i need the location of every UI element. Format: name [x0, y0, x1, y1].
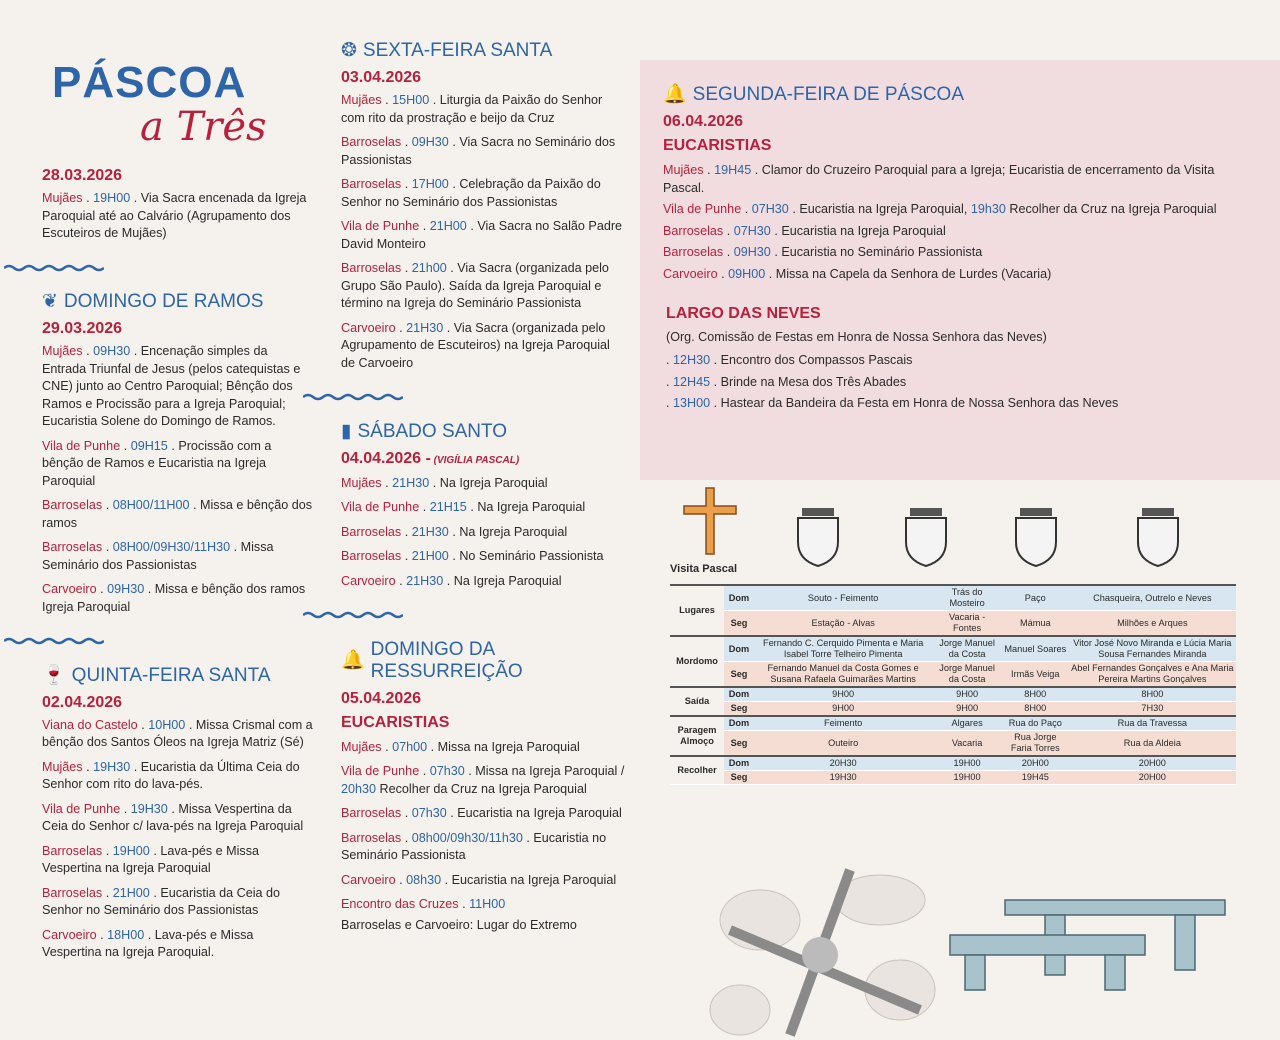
table-cell: Jorge Manuel da Costa	[932, 662, 1002, 688]
entry-time: 07h00	[392, 739, 428, 754]
entry-place: Barroselas	[341, 135, 402, 149]
entry-time: 09H30	[733, 245, 771, 259]
schedule-entry: Barroselas . 21H30 . Na Igreja Paroquial	[341, 524, 568, 539]
entry-place: Mujães	[341, 93, 382, 107]
section-date: 03.04.2026	[341, 69, 422, 86]
entry-text: Encenação simples da Entrada Triunfal de Jesus (pelos catequistas e CNE) junto ao Centro Paroquial; Bênção dos Ramos e Procissão para a Igreja Paroquial; Eucaristia Solene do Domingo de Ramos.	[42, 344, 301, 428]
section-date: 28.03.2026	[42, 167, 123, 184]
entry-place: Barroselas	[42, 540, 103, 554]
row-label: Recolher	[670, 756, 724, 785]
table-cell: 8H00	[1002, 687, 1069, 702]
entry-text: Na Igreja Paroquial	[459, 524, 568, 539]
entry-text: Eucaristia na Igreja Paroquial	[451, 872, 617, 887]
logo-subtitle: a Três	[140, 104, 267, 150]
day-label: Seg	[724, 662, 754, 688]
entry-text: Eucaristia da Ceia do Senhor no Seminário dos Passionistas	[42, 885, 281, 917]
column-right	[663, 84, 1253, 417]
entry-text: Hastear da Bandeira da Festa em Honra de Nossa Senhora das Neves	[720, 396, 1119, 410]
table-row	[670, 585, 1236, 611]
entry-place: Carvoeiro	[341, 872, 396, 887]
wave-divider	[303, 393, 403, 401]
parish-crest-icon	[1008, 506, 1064, 570]
entry-text: Via Sacra (organizada pelo Grupo São Paulo). Saída da Igreja Paroquial e término na Igreja do Seminário Passionista	[341, 261, 609, 310]
entry-place: Barroselas	[341, 261, 402, 275]
entry-text: Recolher da Cruz na Igreja Paroquial	[1009, 202, 1217, 216]
entry-place: Carvoeiro	[42, 927, 97, 942]
day-label: Seg	[724, 702, 754, 717]
entry-place: Mujães	[42, 191, 83, 205]
schedule-entry: Barroselas . 21H00 . No Seminário Passionista	[341, 549, 604, 563]
section-title-text: QUINTA-FEIRA SANTA	[71, 664, 271, 686]
entry-time: 19H30	[130, 801, 168, 816]
table-cell: Mámua	[1002, 611, 1069, 637]
schedule-entry: Mujães . 19H00 . Via Sacra encenada da Igreja Paroquial até ao Calvário (Agrupamento dos Escuteiros de Mujães)	[42, 191, 307, 240]
table-cell: 9H00	[754, 702, 932, 717]
section-title-text: DOMINGO DE RAMOS	[63, 291, 264, 312]
schedule-entry: Carvoeiro . 09H30 . Missa e bênção dos ramos Igreja Paroquial	[42, 582, 306, 614]
entry-place: Mujães	[42, 759, 83, 774]
entry-time: 12H45	[673, 374, 711, 389]
table-cell: Manuel Soares	[1002, 636, 1069, 662]
section-subtitle: EUCARISTIAS	[663, 137, 772, 154]
parish-crest-icon	[898, 506, 954, 570]
wave-divider	[303, 611, 403, 619]
entry-time: 21H15	[429, 500, 467, 514]
day-label: Dom	[724, 756, 754, 771]
section-title	[341, 40, 627, 62]
section-title	[42, 665, 314, 687]
schedule-entry: Vila de Punhe . 19H30 . Missa Vespertina da Ceia do Senhor c/ lava-pés na Igreja Paroquial	[42, 801, 304, 833]
schedule-entry: Mujães . 19H30 . Eucaristia da Última Ceia do Senhor com rito do lava-pés.	[42, 759, 300, 791]
schedule-entry: Barroselas . 17H00 . Celebração da Paixão do Senhor no Seminário dos Passionistas	[341, 177, 601, 209]
entry-time: 21H30	[406, 320, 444, 335]
visita-pascal-label: Visita Pascal	[670, 563, 738, 575]
entry-text: Liturgia da Paixão do Senhor com rito da prostração e beijo da Cruz	[341, 93, 603, 125]
entry-place: Vila de Punhe	[663, 202, 742, 216]
table-cell: Algares	[932, 716, 1002, 731]
entry-text: Na Igreja Paroquial	[453, 573, 562, 588]
schedule-entry: Mujães . 19H45 . Clamor do Cruzeiro Paroquial para a Igreja; Eucaristia de encerramento da Visita Pascal.	[663, 163, 1215, 195]
table-row	[670, 771, 1236, 785]
entry-text: Eucaristia na Igreja Paroquial	[781, 223, 946, 238]
entry-time: 11H00	[469, 897, 506, 911]
table-cell: Trás do Mosteiro	[932, 585, 1002, 611]
entry-time: 20h30	[341, 781, 377, 796]
schedule-entry: Barroselas . 07H30 . Eucaristia na Igreja Paroquial	[663, 223, 946, 238]
entry-place: Viana do Castelo	[42, 717, 138, 732]
table-cell: 19H00	[932, 756, 1002, 771]
entry-text: Missa na Igreja Paroquial /	[475, 764, 625, 778]
entry-time: 18H00	[107, 927, 145, 942]
table-cell: Rua da Travessa	[1069, 716, 1236, 731]
row-label: Mordomo	[670, 636, 724, 687]
table-cell: Vacaria - Fontes	[932, 611, 1002, 637]
bell-icon: 🔔	[663, 84, 687, 105]
table-row	[670, 687, 1236, 702]
table-cell: Feimento	[754, 716, 932, 731]
entry-place: Mujães	[663, 163, 704, 177]
table-cell: 20H30	[754, 756, 932, 771]
table-cell: Rua da Aldeia	[1069, 731, 1236, 757]
entry-place: Barroselas	[341, 524, 402, 539]
table-cell: 8H00	[1069, 687, 1236, 702]
entry-text: Eucaristia na Igreja Paroquial,	[799, 202, 968, 216]
entry-text: No Seminário Passionista	[459, 549, 604, 563]
table-cell: Chasqueira, Outrelo e Neves	[1069, 585, 1236, 611]
table-cell: Milhões e Arques	[1069, 611, 1236, 637]
row-label: Paragem Almoço	[670, 716, 724, 756]
table-cell: Vitor José Novo Miranda e Lúcia Maria Sousa Fernandes Miranda	[1069, 636, 1236, 662]
schedule-entry: Carvoeiro . 21H30 . Na Igreja Paroquial	[341, 573, 562, 588]
entry-text: Na Igreja Paroquial	[477, 500, 586, 514]
entry-text: Eucaristia da Última Ceia do Senhor com rito do lava-pés.	[42, 759, 300, 791]
crown-of-thorns-icon: ❂	[341, 40, 357, 61]
entry-time: 07H30	[751, 202, 789, 216]
entry-time: 08h00/09h30/11h30	[411, 830, 523, 845]
entry-place: Barroselas	[42, 498, 103, 512]
schedule-entry: . 12H45 . Brinde na Mesa dos Três Abades	[666, 374, 907, 389]
table-cell: Vacaria	[932, 731, 1002, 757]
entry-place: Barroselas	[663, 223, 724, 238]
row-label: Saída	[670, 687, 724, 716]
entry-time: 07h30	[429, 764, 465, 778]
entry-text: Lava-pés e Missa Vespertina na Igreja Paroquial.	[42, 927, 254, 959]
entry-text: Via Sacra encenada da Igreja Paroquial até ao Calvário (Agrupamento dos Escuteiros de Mujães)	[42, 191, 307, 240]
logo-title: PÁSCOA	[52, 58, 247, 107]
entry-time: 09H15	[130, 438, 168, 453]
entry-text: Recolher da Cruz na Igreja Paroquial	[379, 781, 587, 796]
entry-time: 13H00	[673, 396, 711, 410]
schedule-entry: Barroselas . 07h30 . Eucaristia na Igreja Paroquial	[341, 806, 622, 820]
stone-table-illustration	[945, 890, 1235, 1000]
table-row	[670, 756, 1236, 771]
entry-time: 15H00	[392, 93, 430, 107]
table-cell: Souto - Feimento	[754, 585, 932, 611]
schedule-entry: Mujães . 07h00 . Missa na Igreja Paroquial	[341, 739, 580, 754]
entry-text: Na Igreja Paroquial	[439, 475, 548, 490]
entry-place: Carvoeiro	[341, 573, 396, 588]
entry-text: Lava-pés e Missa Vespertina na Igreja Paroquial	[42, 843, 260, 875]
table-cell: Jorge Manuel da Costa	[932, 636, 1002, 662]
entry-place: Carvoeiro	[42, 582, 97, 596]
day-label: Seg	[724, 731, 754, 757]
entry-time: 09H30	[411, 135, 449, 149]
schedule-entry: Vila de Punhe . 21H15 . Na Igreja Paroquial	[341, 500, 586, 514]
entry-text: Missa Crismal com a bênção dos Santos Óleos na Igreja Matriz (Sé)	[42, 717, 313, 749]
day-label: Dom	[724, 636, 754, 662]
table-row	[670, 611, 1236, 637]
table-row	[670, 662, 1236, 688]
entry-place: Carvoeiro	[341, 320, 396, 335]
schedule-entry: Barroselas . 08H00/09H30/11H30 . Missa Seminário dos Passionistas	[42, 540, 274, 572]
wave-divider	[4, 264, 104, 272]
entry-text: Via Sacra no Salão Padre David Monteiro	[341, 219, 623, 251]
chalice-icon: 🍷	[42, 664, 66, 686]
flower-cross-illustration	[700, 860, 940, 1040]
candle-icon: ▮	[341, 420, 352, 442]
largo-org: (Org. Comissão de Festas em Honra de Nossa Senhora das Neves)	[666, 329, 1047, 344]
entry-text: Missa na Capela da Senhora de Lurdes (Vacaria)	[775, 266, 1052, 281]
entry-place: Barroselas	[42, 885, 103, 900]
entry-text: Missa na Igreja Paroquial	[437, 739, 580, 754]
schedule-entry: Vila de Punhe . 09H15 . Procissão com a bênção de Ramos e Eucaristia na Igreja Paroquial	[42, 438, 272, 488]
entry-time: 19H45	[714, 163, 752, 177]
section-title	[42, 291, 314, 313]
table-cell: 9H00	[932, 702, 1002, 717]
entry-time: 21H00	[429, 219, 467, 233]
schedule-entry: Vila de Punhe . 21H00 . Via Sacra no Salão Padre David Monteiro	[341, 219, 623, 251]
section-date: 02.04.2026	[42, 693, 123, 711]
schedule-entry: Barroselas . 09H30 . Eucaristia no Seminário Passionista	[663, 245, 983, 259]
entry-time: 21h00	[411, 261, 447, 275]
schedule-entry: Carvoeiro . 21H30 . Via Sacra (organizada pelo Agrupamento de Escuteiros) na Igreja Paroquial de Carvoeiro	[341, 320, 610, 370]
table-cell: 8H00	[1002, 702, 1069, 717]
entry-time: 21H30	[411, 524, 449, 539]
section-date: 29.03.2026	[42, 320, 123, 337]
wave-divider	[4, 637, 104, 645]
table-row	[670, 731, 1236, 757]
section-note: (VIGÍLIA PASCAL)	[430, 454, 520, 466]
entry-time: 21H00	[411, 549, 449, 563]
section-date: 05.04.2026	[341, 689, 422, 707]
entry-place: Barroselas	[341, 177, 402, 191]
section-title-text: SEXTA-FEIRA SANTA	[362, 40, 553, 61]
table-cell: Fernando C. Cerquido Pimenta e Maria Isabel Torre Telheiro Pimenta	[754, 636, 932, 662]
row-label: Lugares	[670, 585, 724, 636]
table-cell: Outeiro	[754, 731, 932, 757]
table-row	[670, 702, 1236, 717]
entry-place: Mujães	[341, 739, 382, 754]
schedule-entry: Mujães . 09H30 . Encenação simples da Entrada Triunfal de Jesus (pelos catequistas e CNE) junto ao Centro Paroquial; Bênção dos Ramos e Procissão para a Igreja Paroquial; Eucaristia Solene do Domingo de Ramos.	[42, 344, 301, 428]
section-title	[341, 639, 627, 683]
entry-time: 09H00	[728, 266, 766, 281]
schedule-entry: Barroselas . 21H00 . Eucaristia da Ceia do Senhor no Seminário dos Passionistas	[42, 885, 281, 917]
table-cell: Estação - Alvas	[754, 611, 932, 637]
entry-place: Mujães	[42, 344, 83, 358]
visita-pascal-table	[670, 584, 1236, 785]
entry-place: Encontro das Cruzes	[341, 897, 459, 911]
day-label: Seg	[724, 611, 754, 637]
section-subtitle: EUCARISTIAS	[341, 713, 450, 731]
table-cell: Rua Jorge Faria Torres	[1002, 731, 1069, 757]
entry-place: Vila de Punhe	[341, 764, 420, 778]
entry-place: Barroselas	[341, 549, 402, 563]
bell-icon: 🔔	[341, 649, 365, 671]
parish-crest-icon	[790, 506, 846, 570]
entry-text: Eucaristia na Igreja Paroquial	[457, 806, 622, 820]
table-row	[670, 716, 1236, 731]
entry-text: Missa e bênção dos ramos	[42, 498, 313, 530]
day-label: Dom	[724, 585, 754, 611]
day-label: Dom	[724, 716, 754, 731]
entry-text: Celebração da Paixão do Senhor no Seminário dos Passionistas	[341, 177, 601, 209]
section-title	[663, 84, 1253, 106]
entry-place: Vila de Punhe	[42, 801, 121, 816]
table-cell: 9H00	[754, 687, 932, 702]
section-date: 06.04.2026	[663, 113, 744, 130]
schedule-entry: . 12H30 . Encontro dos Compassos Pascais	[666, 353, 913, 367]
table-cell: 20H00	[1002, 756, 1069, 771]
schedule-entry: Carvoeiro . 08h30 . Eucaristia na Igreja Paroquial	[341, 872, 617, 887]
section-title-text: SEGUNDA-FEIRA DE PÁSCOA	[692, 84, 965, 105]
table-cell: Rua do Paço	[1002, 716, 1069, 731]
entry-place: Barroselas	[663, 245, 724, 259]
day-label: Seg	[724, 771, 754, 785]
schedule-entry: Mujães . 15H00 . Liturgia da Paixão do Senhor com rito da prostração e beijo da Cruz	[341, 93, 603, 125]
entry-place: Carvoeiro	[663, 266, 718, 281]
entry-time: 19H00	[112, 843, 150, 858]
table-cell: Fernando Manuel da Costa Gomes e Susana Rafaela Guimarães Martins	[754, 662, 932, 688]
entry-time: 07h30	[411, 806, 447, 820]
entry-time: 07H30	[733, 223, 771, 238]
pascoa-logo	[52, 58, 292, 150]
entry-text: Via Sacra no Seminário dos Passionistas	[341, 135, 616, 167]
entry-place: Mujães	[341, 475, 382, 490]
day-label: Dom	[724, 687, 754, 702]
cross-icon	[680, 486, 740, 556]
schedule-entry: Mujães . 21H30 . Na Igreja Paroquial	[341, 475, 548, 490]
table-row	[670, 636, 1236, 662]
entry-text: Eucaristia no Seminário Passionista	[781, 245, 983, 259]
entry-time: 21H30	[406, 573, 444, 588]
table-cell: 9H00	[932, 687, 1002, 702]
table-cell: 19H45	[1002, 771, 1069, 785]
entry-text: Clamor do Cruzeiro Paroquial para a Igreja; Eucaristia de encerramento da Visita Pascal.	[663, 163, 1215, 195]
entry-text: Encontro dos Compassos Pascais	[720, 353, 913, 367]
section-title-text: DOMINGO DA RESSURREIÇÃO	[370, 638, 523, 682]
entry-time: 19H00	[93, 191, 131, 205]
entry-text: Brinde na Mesa dos Três Abades	[720, 374, 907, 389]
column-left	[42, 160, 314, 969]
column-middle	[341, 40, 627, 934]
parish-crest-icon	[1130, 506, 1186, 570]
entry-time: 21H00	[112, 885, 150, 900]
table-cell: Paço	[1002, 585, 1069, 611]
entry-time: 09H30	[107, 582, 145, 596]
entry-time: 12H30	[673, 353, 711, 367]
schedule-entry: Vila de Punhe . 07H30 . Eucaristia na Igreja Paroquial, 19h30 Recolher da Cruz na Igreja Paroquial	[663, 202, 1217, 216]
section-title-text: SÁBADO SANTO	[357, 420, 508, 442]
entry-text: Via Sacra (organizada pelo Agrupamento de Escuteiros) na Igreja Paroquial de Carvoeiro	[341, 320, 610, 370]
entry-place: Barroselas	[42, 843, 103, 858]
schedule-entry: Barroselas . 09H30 . Via Sacra no Seminário dos Passionistas	[341, 135, 616, 167]
schedule-entry: . 13H00 . Hastear da Bandeira da Festa em Honra de Nossa Senhora das Neves	[666, 396, 1119, 410]
table-cell: 20H00	[1069, 756, 1236, 771]
entry-place: Barroselas	[341, 806, 402, 820]
entry-text: Procissão com a bênção de Ramos e Eucaristia na Igreja Paroquial	[42, 438, 272, 488]
schedule-entry: Viana do Castelo . 10H00 . Missa Crismal com a bênção dos Santos Óleos na Igreja Matriz (Sé)	[42, 717, 313, 749]
table-cell: 20H00	[1069, 771, 1236, 785]
entry-place: Vila de Punhe	[42, 438, 121, 453]
schedule-entry: Barroselas . 19H00 . Lava-pés e Missa Vespertina na Igreja Paroquial	[42, 843, 260, 875]
section-title	[341, 421, 627, 443]
entry-place: Vila de Punhe	[341, 500, 420, 514]
entry-time: 09H30	[93, 344, 131, 358]
entry-time: 08h30	[406, 872, 442, 887]
table-cell: 19H30	[754, 771, 932, 785]
schedule-entry: Barroselas . 21h00 . Via Sacra (organizada pelo Grupo São Paulo). Saída da Igreja Paroquial e término na Igreja do Seminário Passionista	[341, 261, 609, 310]
table-cell: 19H00	[932, 771, 1002, 785]
entry-time: 17H00	[411, 177, 449, 191]
schedule-entry: Carvoeiro . 09H00 . Missa na Capela da Senhora de Lurdes (Vacaria)	[663, 266, 1052, 281]
entry-time: 21H30	[392, 475, 430, 490]
entry-text: Missa Vespertina da Ceia do Senhor c/ lava-pés na Igreja Paroquial	[42, 801, 304, 833]
entry-time: 19H30	[93, 759, 131, 774]
table-cell: Abel Fernandes Gonçalves e Ana Maria Pereira Martins Gonçalves	[1069, 662, 1236, 688]
palm-icon: ❦	[42, 291, 58, 312]
entry-place: Barroselas	[341, 830, 402, 845]
entry-time: 08H00/09H30/11H30	[112, 540, 231, 554]
entry-text: Eucaristia no Seminário Passionista	[341, 830, 607, 862]
table-cell: 7H30	[1069, 702, 1236, 717]
entry-text: Missa e bênção dos ramos Igreja Paroquial	[42, 582, 306, 614]
largo-title: LARGO DAS NEVES	[666, 305, 821, 322]
section-date: 04.04.2026 - (VIGÍLIA PASCAL)	[341, 449, 520, 467]
schedule-entry: Barroselas . 08H00/11H00 . Missa e bênção dos ramos	[42, 498, 313, 530]
schedule-entry: Encontro das Cruzes . 11H00	[341, 897, 506, 911]
schedule-entry: Barroselas . 08h00/09h30/11h30 . Eucaristia no Seminário Passionista	[341, 830, 607, 862]
entry-time: 08H00/11H00	[112, 498, 190, 512]
entry-time: 19h30	[970, 202, 1006, 216]
entry-text: Missa Seminário dos Passionistas	[42, 540, 274, 572]
schedule-entry: Carvoeiro . 18H00 . Lava-pés e Missa Vespertina na Igreja Paroquial.	[42, 927, 254, 959]
schedule-entry: Vila de Punhe . 07h30 . Missa na Igreja Paroquial / 20h30 Recolher da Cruz na Igreja Paroquial	[341, 764, 625, 796]
entry-place: Vila de Punhe	[341, 219, 420, 233]
ressurreicao-footer: Barroselas e Carvoeiro: Lugar do Extremo	[341, 917, 577, 932]
table-cell: Irmãs Veiga	[1002, 662, 1069, 688]
entry-time: 10H00	[148, 717, 186, 732]
